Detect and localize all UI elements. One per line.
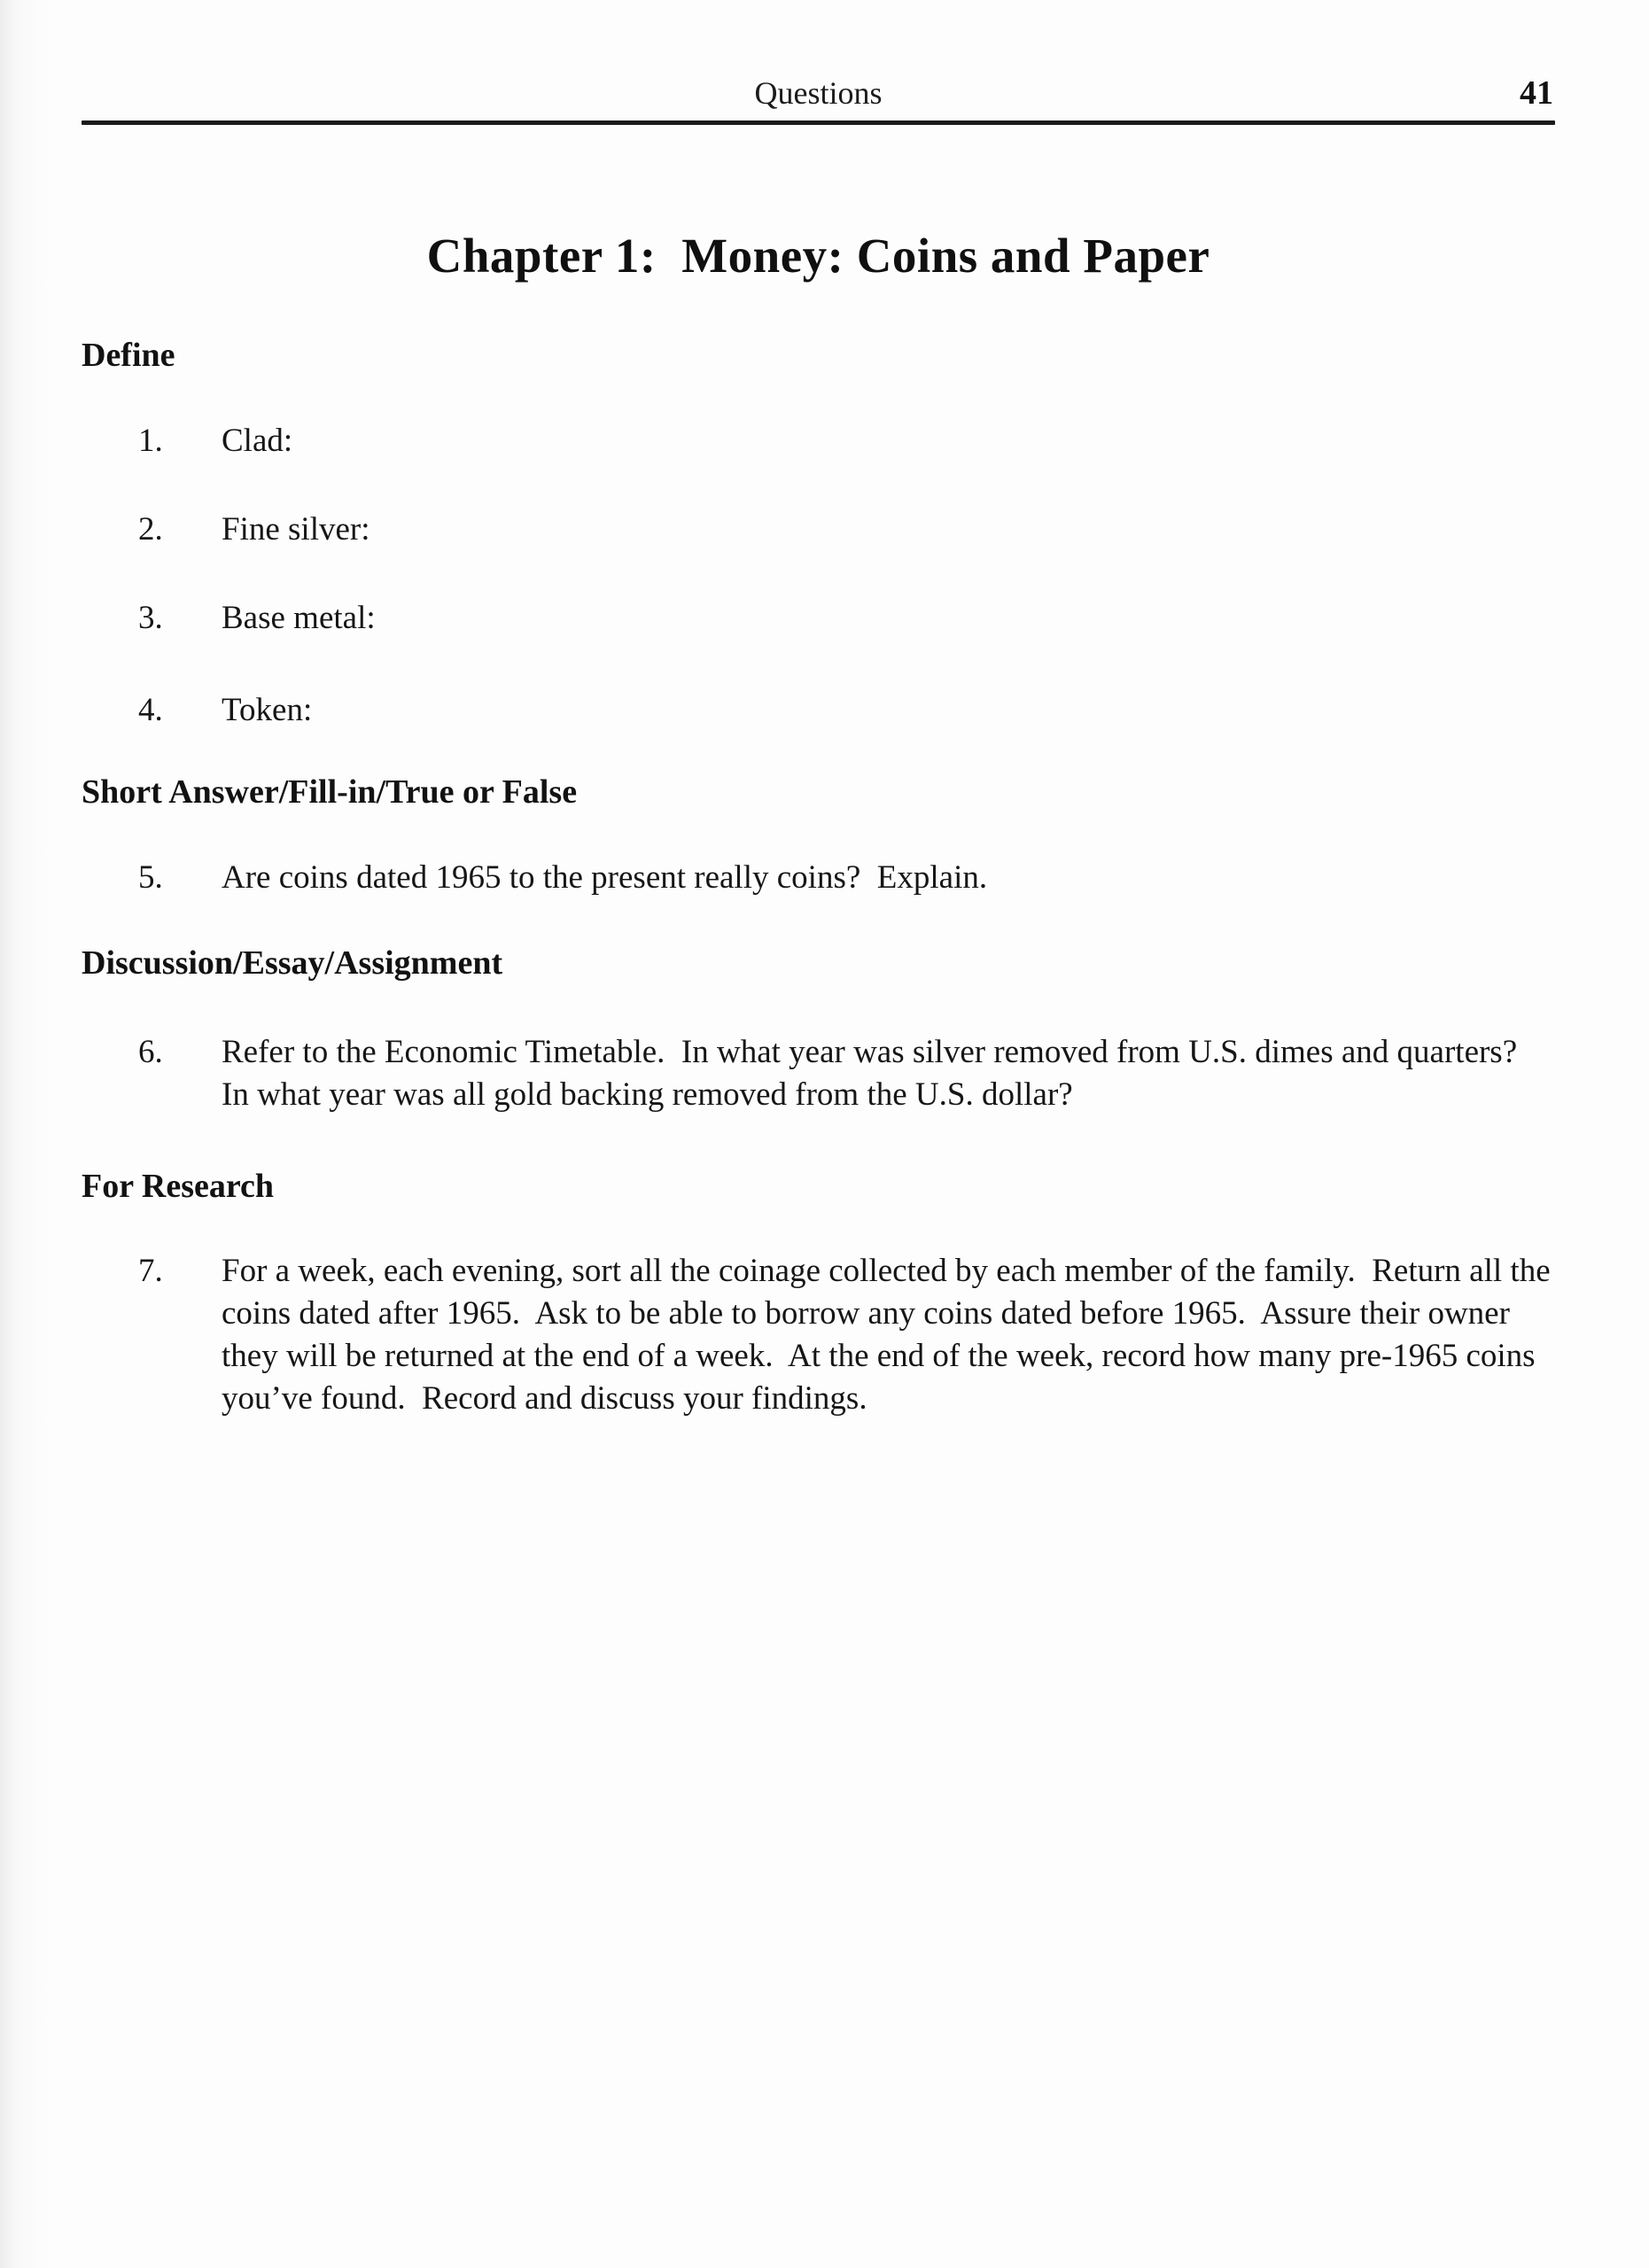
section-heading-for-research: For Research xyxy=(82,1168,275,1205)
question-text: Fine silver: xyxy=(222,511,370,548)
question-text: For a week, each evening, sort all the coinage collected by each member of the family. Return all the coins dated after 1965. Ask to be able to borrow any coins dated before 1965. Assure their owner they will be returned at the end of a week. At the end of the week, record how many pre-1965 coins you’ve found. Record and discuss your findings. xyxy=(222,1253,1559,1417)
question-text: Base metal: xyxy=(222,600,376,636)
question-number: 7. xyxy=(138,1253,163,1289)
chapter-title: Chapter 1: Money: Coins and Paper xyxy=(426,229,1210,283)
question-item-7 xyxy=(82,1250,1559,1420)
section-heading-define: Define xyxy=(82,337,175,374)
question-number: 5. xyxy=(138,859,163,896)
question-item-2 xyxy=(82,509,1555,551)
question-text: Clad: xyxy=(222,423,293,459)
question-item-1 xyxy=(82,420,1555,462)
question-text: Token: xyxy=(222,692,313,728)
question-number: 2. xyxy=(138,511,163,548)
page-number: 41 xyxy=(1520,74,1553,112)
question-item-4 xyxy=(82,689,1555,732)
question-text: Refer to the Economic Timetable. In what year was silver removed from U.S. dimes and quarters? In what year was all gold backing removed from the U.S. dollar? xyxy=(222,1034,1534,1113)
header-rule xyxy=(82,120,1555,125)
question-item-6 xyxy=(82,1031,1555,1116)
question-text: Are coins dated 1965 to the present really coins? Explain. xyxy=(222,859,988,896)
section-heading-discussion: Discussion/Essay/Assignment xyxy=(82,944,503,982)
question-number: 6. xyxy=(138,1034,163,1070)
question-number: 4. xyxy=(138,692,163,728)
question-item-3 xyxy=(82,597,1555,640)
page-header xyxy=(82,0,1555,125)
section-heading-short-answer: Short Answer/Fill-in/True or False xyxy=(82,773,578,811)
question-number: 3. xyxy=(138,600,163,636)
question-item-5 xyxy=(82,857,1555,899)
question-number: 1. xyxy=(138,423,163,459)
print-area xyxy=(82,0,1559,1420)
running-head: Questions xyxy=(754,75,883,111)
